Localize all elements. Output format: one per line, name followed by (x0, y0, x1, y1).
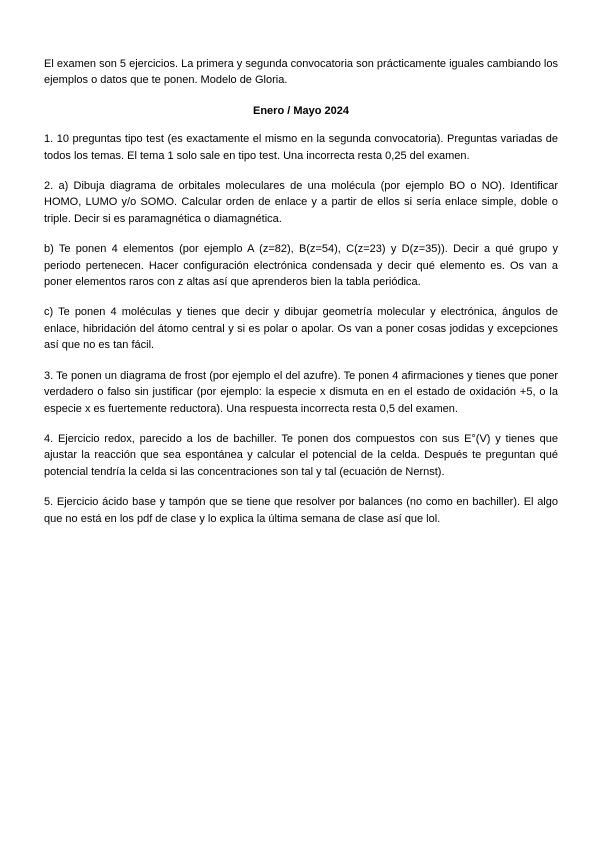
exercise-3-paragraph: 3. Te ponen un diagrama de frost (por ejemplo el del azufre). Te ponen 4 afirmaciones y tienes que poner verdadero o falso sin justificar (por ejemplo: la especie x dismuta en en el estado de oxidación +5, o la especie x es fuertemente reductora). Una respuesta incorrecta resta 0,5 del examen. (44, 369, 558, 415)
document-page (44, 56, 558, 541)
exercise-4-paragraph: 4. Ejercicio redox, parecido a los de bachiller. Te ponen dos compuestos con sus E°(V) y tienes que ajustar la reacción que sea espontánea y calcular el potencial de la celda. Después te preguntan qué potencial tendría la celda si las concentraciones son tal y tal (ecuación de Nernst). (44, 432, 558, 478)
intro-paragraph: El examen son 5 ejercicios. La primera y segunda convocatoria son prácticamente iguales cambiando los ejemplos o datos que te ponen. Modelo de Gloria. (44, 58, 558, 87)
exercise-2b-paragraph: b) Te ponen 4 elementos (por ejemplo A (z=82), B(z=54), C(z=23) y D(z=35)). Decir a qué grupo y periodo pertenecen. Hacer configuración electrónica condensada y decir qué elemento es. Os van a poner elementos raros con z altas así que aprenderos bien la tabla periódica. (44, 243, 558, 289)
exercise-5-paragraph: 5. Ejercicio ácido base y tampón que se tiene que resolver por balances (no como en bachiller). El algo que no está en los pdf de clase y lo explica la última semana de clase así que lol. (44, 496, 558, 525)
exercise-2a-paragraph: 2. a) Dibuja diagrama de orbitales moleculares de una molécula (por ejemplo BO o NO). Identificar HOMO, LUMO y/o SOMO. Calcular orden de enlace y a partir de ellos si sería enlace simple, doble o triple. Decir si es paramagnética o diamagnética. (44, 180, 558, 225)
exercise-2c-paragraph: c) Te ponen 4 moléculas y tienes que decir y dibujar geometría molecular y electrónica, ángulos de enlace, hibridación del átomo central y si es polar o apolar. Os van a poner cosas jodidas y excepciones así que no es tan fácil. (44, 306, 558, 352)
exam-session-heading: Enero / Mayo 2024 (253, 104, 349, 117)
exercise-1-paragraph: 1. 10 preguntas tipo test (es exactamente el mismo en la segunda convocatoria). Preguntas variadas de todos los temas. El tema 1 solo sale en tipo test. Una incorrecta resta 0,25 del examen. (44, 133, 558, 162)
